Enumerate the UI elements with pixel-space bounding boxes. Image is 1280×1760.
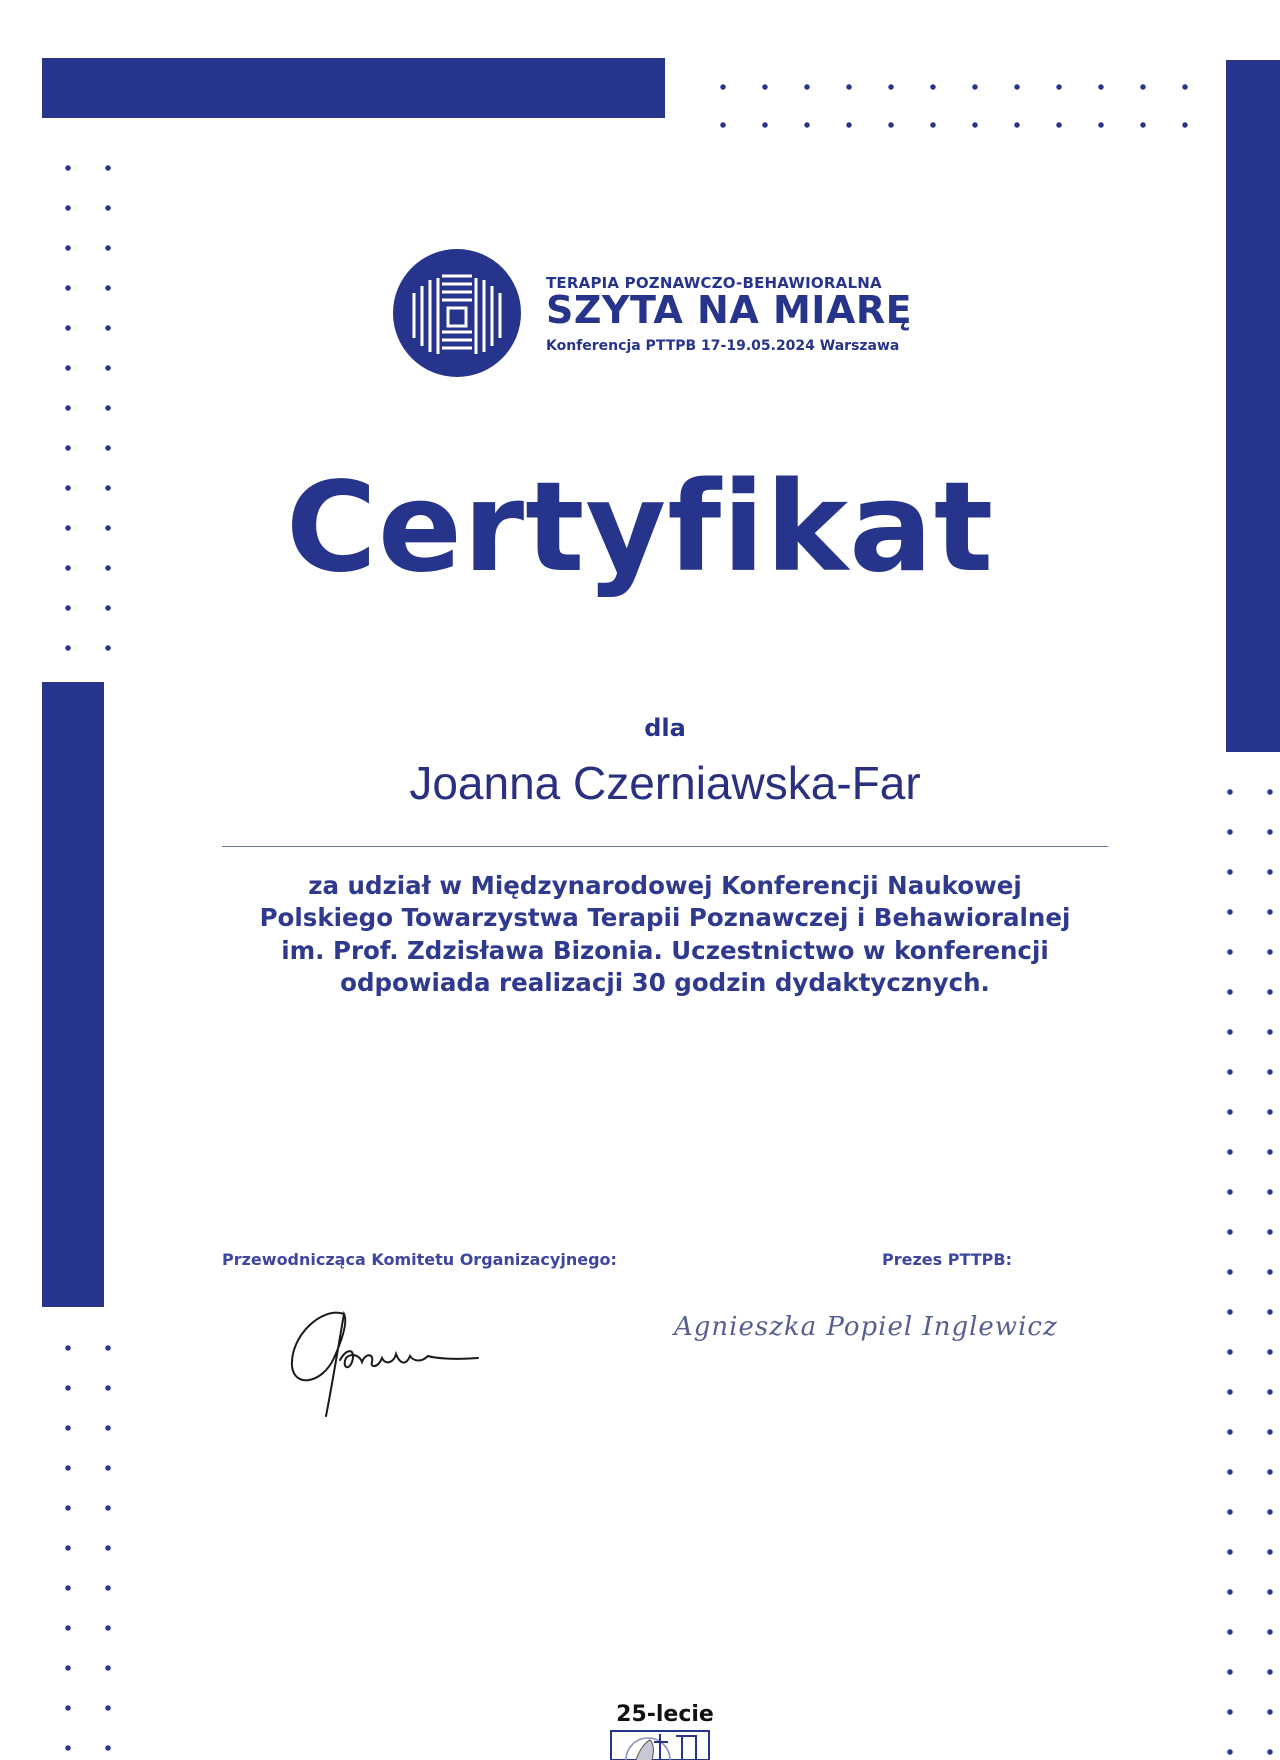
description-line: Polskiego Towarzystwa Terapii Poznawczej i Behawioralnej (259, 903, 1071, 933)
certificate-title: Certyfikat (285, 456, 995, 600)
description-line: odpowiada realizacji 30 godzin dydaktycznych. (340, 967, 990, 997)
conference-logo-icon (392, 248, 522, 378)
description-line: za udział w Międzynarodowej Konferencji Naukowej (308, 871, 1022, 900)
name-underline (222, 846, 1108, 847)
president-label: Prezes PTTPB: (882, 1250, 1012, 1269)
for-label: dla (644, 714, 686, 742)
anniversary-label: 25-lecie (616, 1702, 714, 1727)
organizer-label: Przewodnicząca Komitetu Organizacyjnego: (222, 1250, 617, 1269)
anniversary-emblem-icon (610, 1730, 710, 1760)
top-dot-pattern (702, 68, 1206, 128)
left-bottom-dot-pattern (48, 1328, 116, 1760)
description-line: im. Prof. Zdzisława Bizonia. Uczestnictwo w konferencji (281, 935, 1049, 965)
president-signature (674, 1302, 1174, 1372)
certificate-description (0, 870, 1280, 999)
organizer-signature (282, 1296, 482, 1426)
top-border-bar (42, 58, 665, 118)
conference-details: Konferencja PTTPB 17-19.05.2024 Warszawa (546, 338, 900, 354)
right-border-bar (1226, 60, 1280, 752)
conference-tagline: TERAPIA POZNAWCZO-BEHAWIORALNA (546, 274, 882, 292)
conference-name: SZYTA NA MIARĘ (546, 288, 913, 332)
recipient-name: Joanna Czerniawska-Far (409, 757, 921, 809)
president-signature-text: Agnieszka Popiel Inglewicz (674, 1312, 1058, 1342)
